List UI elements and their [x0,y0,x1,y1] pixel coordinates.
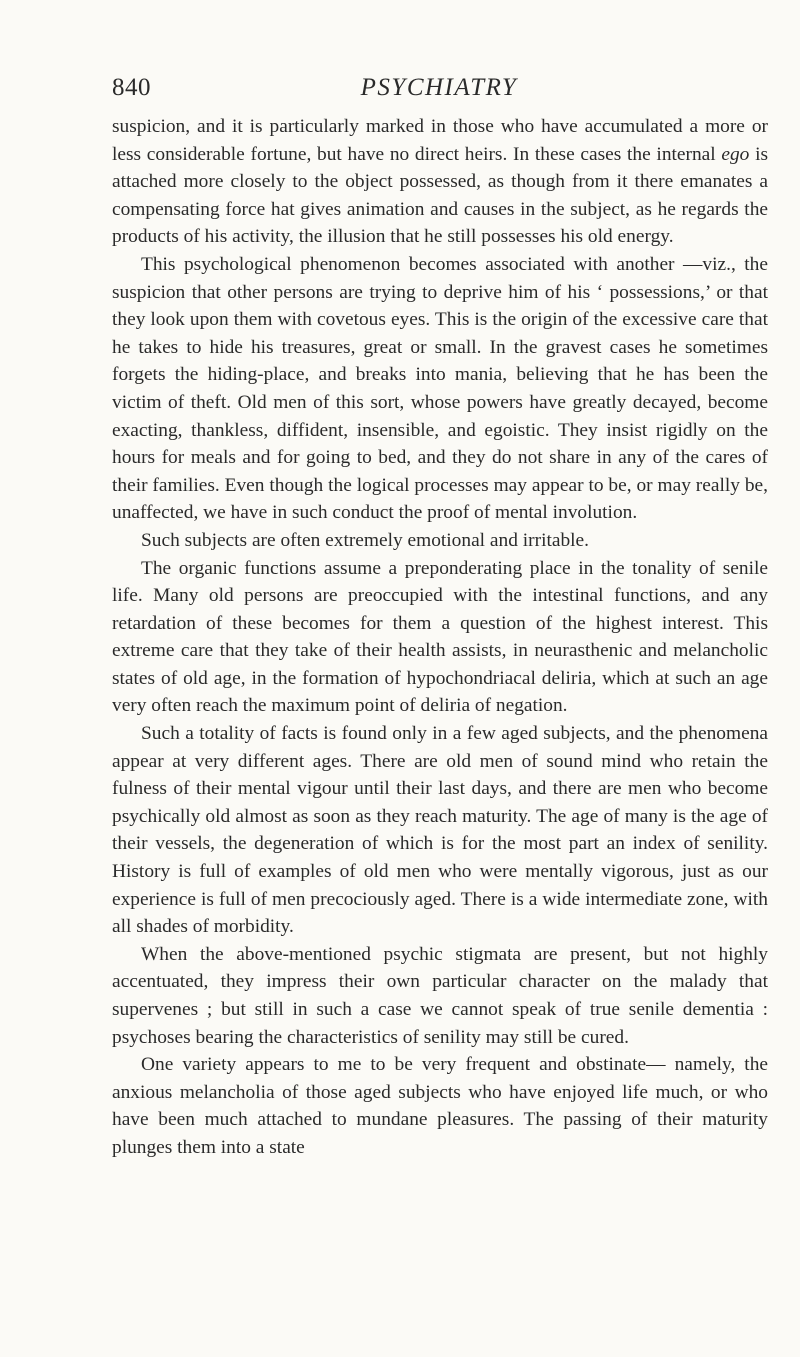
page-number: 840 [112,74,151,101]
page-header [112,68,766,108]
paragraph: Such subjects are often extremely emotional and irritable. [141,529,589,551]
paragraph: When the above-mentioned psychic stigmata are present, but not highly accentuated, they impress their own particular character on the malady that supervenes ; but still in such a case we cannot speak of true senile dementia : psychoses bearing the characteristics of senility may still be cured. [112,943,768,1048]
paragraph [112,113,768,251]
paragraph: The organic functions assume a preponderating place in the tonality of senile life. Many old persons are preoccupied with the intestinal functions, and any retardation of these becomes for them a question of the highest interest. This extreme care that they take of their health assists, in neurasthenic and melancholic states of old age, in the formation of hypochondriacal deliria, which at such an age very often reach the maximum point of deliria of negation. [112,557,768,717]
body-text [112,113,768,1162]
paragraph: Such a totality of facts is found only in a few aged subjects, and the phenomena appear at very different ages. There are old men of sound mind who retain the fulness of their mental vigour until their last days, and there are men who become psychically old almost as soon as they reach maturity. The age of many is the age of their vessels, the degeneration of which is for the most part an index of senility. History is full of examples of old men who were mentally vigorous, just as our experience is full of men precociously aged. There is a wide intermediate zone, with all shades of morbidity. [112,723,768,938]
paragraph-text: suspicion, and it is particularly marked in those who have accumulated a more or less considerable fortune, but have no direct heirs. In these cases the internal [112,116,768,165]
paragraph: One variety appears to me to be very frequent and obstinate— namely, the anxious melancholia of those aged subjects who have enjoyed life much, or who have been much attached to mundane pleasures. The passing of their maturity plunges them into a state [112,1054,768,1158]
paragraph: This psychological phenomenon becomes associated with another —viz., the suspicion that other persons are trying to deprive him of his ‘ possessions,’ or that they look upon them with covetous eyes. This is the origin of the excessive care that he takes to hide his treasures, great or small. In the gravest cases he sometimes forgets the hiding-place, and breaks into mania, believing that he has been the victim of theft. Old men of this sort, whose powers have greatly decayed, become exacting, thankless, diffident, insensible, and egoistic. They insist rigidly on the hours for meals and for going to bed, and they do not share in any of the cares of their families. Even though the logical processes may appear to be, or may really be, unaffected, we have in such conduct the proof of mental involution. [112,253,768,524]
paragraph-text-continued: is attached more closely to the object possessed, as though from it there emanates a compensating force hat gives animation and causes in the subject, as he regards the products of his activity, the illusion that he still possesses his old energy. [112,143,769,248]
running-title: PSYCHIATRY [360,74,518,101]
emphasis-text: ego [721,143,750,165]
